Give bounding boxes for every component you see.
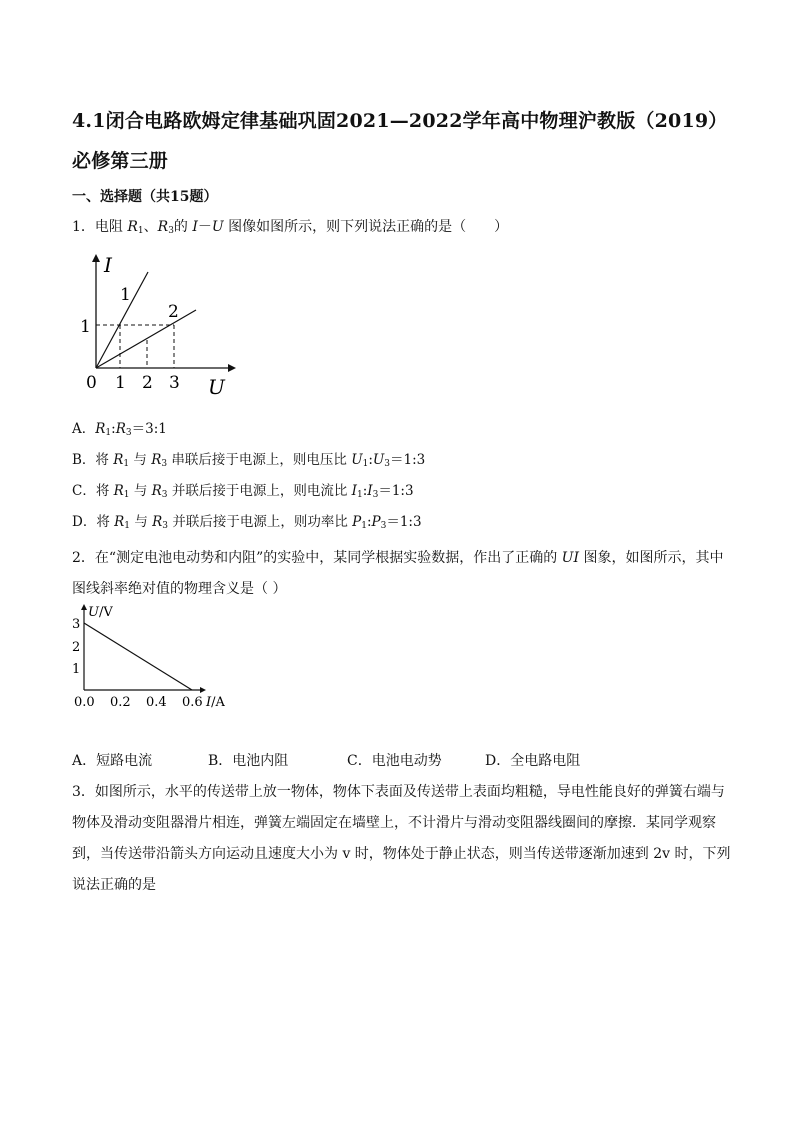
x-tick-0: 0.0 <box>74 695 95 710</box>
graph-line-2 <box>96 310 196 368</box>
question-2-option-c[interactable]: C．电池电动势 <box>347 753 442 769</box>
y-tick-1: 1 <box>80 317 91 337</box>
x-tick-1: 1 <box>115 373 126 393</box>
origin-label: 0 <box>86 373 97 393</box>
y-tick-2: 2 <box>72 640 81 655</box>
x-tick-04: 0.4 <box>146 695 167 710</box>
x-axis-arrow <box>200 687 206 693</box>
question-2-option-d[interactable]: D．全电路电阻 <box>485 753 581 769</box>
x-tick-02: 0.2 <box>110 695 131 710</box>
question-3-line3: 到，当传送带沿箭头方向运动且速度大小为 v 时，物体处于静止状态，则当传送带逐渐加速到 2v 时，下列 <box>72 846 731 862</box>
y-axis-label: I <box>104 253 112 277</box>
question-3-line1: 3．如图所示，水平的传送带上放一物体，物体下表面及传送带上表面均粗糙，导电性能良好的弹簧右端与 <box>72 784 725 800</box>
x-tick-2: 2 <box>142 373 153 393</box>
y-axis-arrow <box>81 604 87 610</box>
question-2-option-a[interactable]: A．短路电流 <box>72 753 153 769</box>
question-1-stem: 1．电阻 $R_1$、$R_3$的 I－U 图像如图所示，则下列说法正确的是（ ） <box>72 219 509 236</box>
line-1-label: 1 <box>120 285 131 305</box>
y-tick-1: 1 <box>72 662 81 677</box>
question-2-stem-line2: 图线斜率绝对值的物理含义是（ ） <box>72 581 287 597</box>
question-2-option-b[interactable]: B．电池内阻 <box>208 753 289 769</box>
x-axis-arrow <box>228 364 236 372</box>
question-2-ui-graph <box>68 602 238 714</box>
question-2-stem-line1: 2．在“测定电池电动势和内阻”的实验中，某同学根据实验数据，作出了正确的 UI 图象，如图所示，其中 <box>72 550 724 566</box>
section-heading: 一、选择题（共15题） <box>72 189 218 205</box>
question-1-option-d[interactable]: D．将 $R_1$ 与 $R_3$ 并联后接于电源上，则功率比 $P_1:P_3=1:3$ <box>72 514 422 531</box>
ui-graph-line <box>84 623 192 690</box>
y-axis-label: U/V <box>88 605 113 620</box>
question-1-option-c[interactable]: C．将 $R_1$ 与 $R_3$ 并联后接于电源上，则电流比 $I_1:I_3=1:3$ <box>72 483 414 500</box>
y-axis-arrow <box>92 254 100 262</box>
line-2-label: 2 <box>168 302 179 322</box>
page-title-line2: 必修第三册 <box>72 150 169 172</box>
question-1-option-a[interactable]: A．$R_1:R_3=3:1$ <box>72 421 167 438</box>
question-3-line4: 说法正确的是 <box>72 877 156 893</box>
x-axis-label: I/A <box>206 695 225 710</box>
x-axis-label: U <box>208 375 225 399</box>
page-title-line1: 4.1闭合电路欧姆定律基础巩固2021—2022学年高中物理沪教版（2019） <box>72 110 728 132</box>
question-1-option-b[interactable]: B．将 $R_1$ 与 $R_3$ 串联后接于电源上，则电压比 $U_1:U_3=1:3$ <box>72 452 426 469</box>
x-tick-06: 0.6 <box>182 695 203 710</box>
question-1-iu-graph <box>78 250 238 402</box>
x-tick-3: 3 <box>169 373 180 393</box>
y-tick-3: 3 <box>72 617 81 632</box>
question-3-line2: 物体及滑动变阻器滑片相连，弹簧左端固定在墙壁上，不计滑片与滑动变阻器线圈间的摩擦．某同学观察 <box>72 815 716 831</box>
